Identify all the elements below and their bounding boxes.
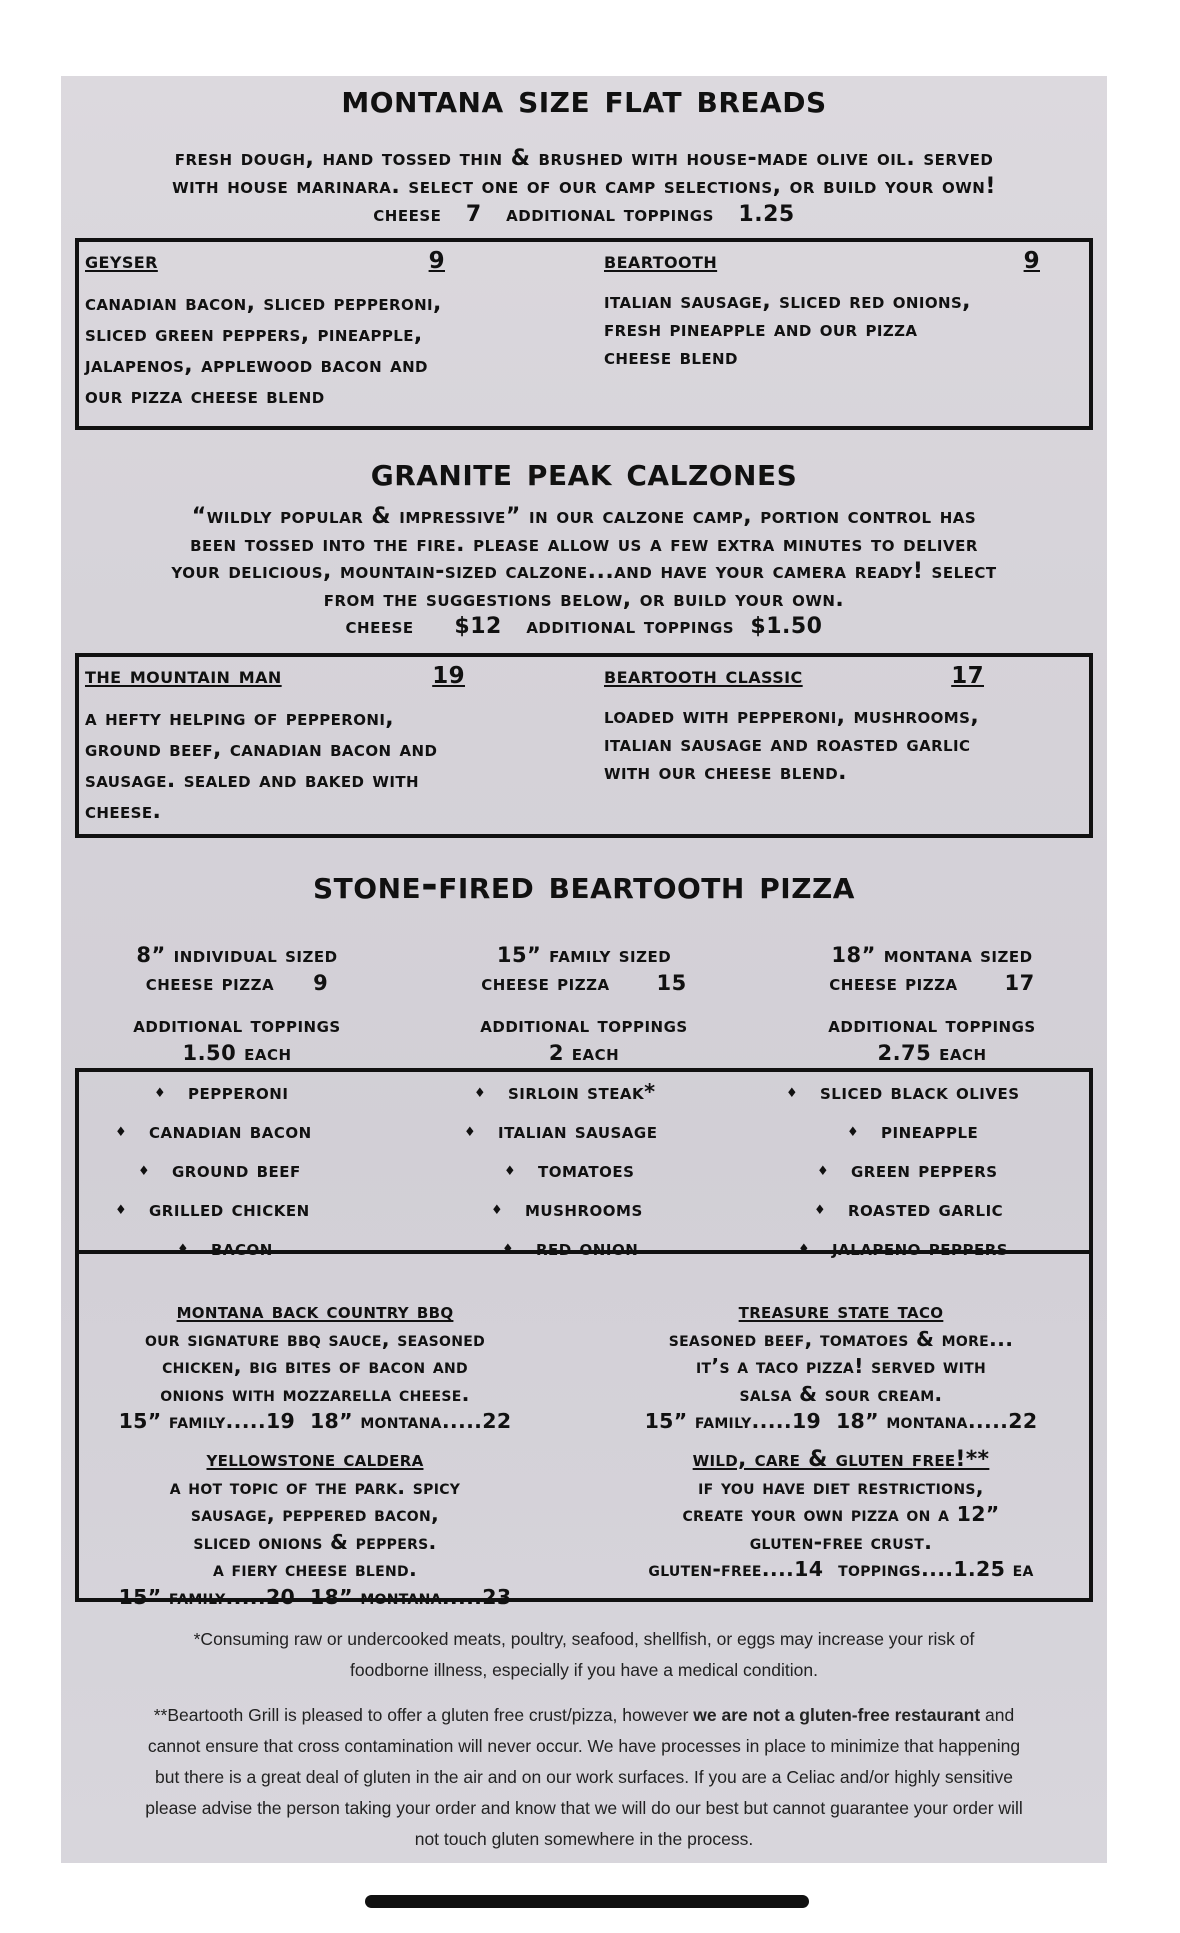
- disclaimer-line: not touch gluten somewhere in the process.: [414, 1829, 754, 1849]
- gluten-disclaimer: [81, 1700, 1087, 1855]
- topping-item: ♦ sirloin steak*: [474, 1080, 656, 1104]
- size-label: 15” family sized: [496, 943, 672, 967]
- special-price: 15” family.....19 18” montana.....22: [644, 1409, 1038, 1433]
- item-name: beartooth classic: [604, 663, 803, 689]
- topping-item: ♦ mushrooms: [491, 1197, 643, 1221]
- calzones-pricing: cheese $12 additional toppings $1.50: [345, 614, 823, 639]
- disclaimer-line: *Consuming raw or undercooked meats, poultry, seafood, shellfish, or eggs may increase your risk of: [193, 1629, 975, 1649]
- desc-line: a hefty helping of pepperoni,: [85, 706, 395, 731]
- topping-item: ♦ pineapple: [847, 1119, 978, 1143]
- disclaimer-line: please advise the person taking your order and know that we will do our best but cannot guarantee your order will: [145, 1798, 1023, 1818]
- desc-line: seasoned beef, tomatoes & more...: [668, 1326, 1014, 1351]
- item-name: beartooth: [604, 248, 718, 274]
- pizza-size-montana: [767, 941, 1097, 1067]
- special-price: gluten-free....14 toppings....1.25 ea: [648, 1557, 1034, 1581]
- item-description: [604, 703, 984, 787]
- toppings-price: 2 each: [548, 1041, 620, 1065]
- item-price: 9: [428, 248, 445, 274]
- item-price: 17: [951, 663, 984, 689]
- specialty-bbq: [75, 1298, 555, 1436]
- toppings-label: additional toppings: [133, 1013, 341, 1037]
- size-price: cheese pizza 9: [145, 971, 329, 995]
- topping-item: ♦ pepperoni: [154, 1080, 288, 1104]
- disclaimer-line: but there is a great deal of gluten in the air and on our work surfaces. If you are a Celiac and/or highly sensitive: [155, 1767, 1013, 1787]
- special-name: yellowstone caldera: [206, 1447, 424, 1472]
- home-indicator[interactable]: [365, 1895, 809, 1908]
- desc-line: if you have diet restrictions,: [698, 1474, 984, 1499]
- topping-item: ♦ green peppers: [817, 1158, 998, 1182]
- toppings-label: additional toppings: [828, 1013, 1036, 1037]
- pizza-title: stone-fired beartooth pizza: [313, 862, 855, 908]
- specialty-gluten-free: [601, 1446, 1081, 1584]
- menu-page: [61, 76, 1107, 1863]
- flatbreads-intro: [71, 145, 1097, 229]
- item-price: 9: [1023, 248, 1040, 274]
- flatbreads-intro-line: fresh dough, hand tossed thin & brushed with house-made olive oil. served: [174, 146, 994, 171]
- item-description: [604, 288, 1040, 372]
- item-description: [85, 703, 465, 827]
- desc-line: jalapenos, applewood bacon and: [85, 353, 428, 378]
- disclaimer-line: [81, 1700, 1087, 1731]
- desc-line: cheese.: [85, 799, 162, 824]
- special-price: 15” family.....20 18” montana.....23: [118, 1584, 512, 1609]
- item-price: 19: [432, 663, 465, 689]
- size-label: 18” montana sized: [831, 943, 1033, 967]
- size-price: cheese pizza 17: [829, 971, 1035, 995]
- topping-item: ♦ italian sausage: [464, 1119, 657, 1143]
- calzones-title: granite peak calzones: [370, 449, 798, 495]
- flatbreads-title: montana size flat breads: [341, 76, 827, 122]
- desc-line: sausage. sealed and baked with: [85, 768, 419, 793]
- specialty-caldera: [75, 1446, 555, 1611]
- desc-line: a fiery cheese blend.: [212, 1557, 418, 1581]
- flatbreads-pricing: cheese 7 additional toppings 1.25: [373, 202, 795, 227]
- calzone-item-beartooth-classic: [604, 663, 984, 787]
- desc-line: salsa & sour cream.: [739, 1381, 943, 1406]
- size-price: cheese pizza 15: [481, 971, 687, 995]
- flatbread-item-beartooth: [604, 248, 1040, 372]
- calzone-item-mountain-man: [85, 663, 465, 827]
- desc-line: fresh pineapple and our pizza: [604, 317, 918, 342]
- topping-item: ♦ jalapeno peppers: [798, 1236, 1008, 1260]
- desc-line: create your own pizza on a 12”: [682, 1502, 1000, 1526]
- topping-item: ♦ roasted garlic: [814, 1197, 1003, 1221]
- desc-line: our signature bbq sauce, seasoned: [144, 1326, 486, 1351]
- size-label: 8” individual sized: [136, 943, 338, 967]
- topping-item: ♦ tomatoes: [504, 1158, 634, 1182]
- calzones-intro-line: “wildly popular & impressive” in our calzone camp, portion control has: [191, 504, 977, 529]
- flatbreads-intro-line: with house marinara. select one of our camp selections, or build your own!: [172, 174, 996, 199]
- desc-line: chicken, big bites of bacon and: [162, 1354, 468, 1378]
- topping-item: ♦ grilled chicken: [115, 1197, 310, 1221]
- topping-item: ♦ ground beef: [138, 1158, 301, 1182]
- desc-line: sliced green peppers, pineapple,: [85, 322, 423, 347]
- desc-line: with our cheese blend.: [604, 760, 847, 785]
- item-description: [85, 288, 445, 412]
- special-name: wild, care & gluten free!**: [692, 1447, 990, 1472]
- gf-text: and: [980, 1705, 1015, 1725]
- desc-line: loaded with pepperoni, mushrooms,: [604, 704, 980, 729]
- desc-line: gluten-free crust.: [749, 1529, 933, 1554]
- desc-line: ground beef, canadian bacon and: [85, 737, 438, 762]
- topping-item: ♦ bacon: [177, 1236, 273, 1260]
- special-name: treasure state taco: [738, 1299, 944, 1324]
- topping-item: ♦ sliced black olives: [786, 1080, 1020, 1104]
- calzones-intro-line: from the suggestions below, or build your own.: [323, 586, 845, 612]
- specialty-taco: [601, 1298, 1081, 1436]
- topping-item: ♦ canadian bacon: [115, 1119, 312, 1143]
- gf-emphasis: we are not a gluten-free restaurant: [693, 1705, 981, 1725]
- desc-line: italian sausage, sliced red onions,: [604, 289, 971, 314]
- desc-line: a hot topic of the park. spicy: [169, 1474, 461, 1499]
- gf-text: **Beartooth Grill is pleased to offer a gluten free crust/pizza, however: [153, 1705, 694, 1725]
- flatbread-item-geyser: [85, 248, 445, 412]
- calzones-intro-line: your delicious, mountain-sized calzone...and have your camera ready! select: [171, 559, 997, 584]
- desc-line: italian sausage and roasted garlic: [604, 732, 971, 757]
- topping-item: ♦ red onion: [502, 1236, 638, 1260]
- special-price: 15” family.....19 18” montana.....22: [118, 1409, 512, 1433]
- desc-line: our pizza cheese blend: [85, 384, 325, 409]
- special-name: montana back country bbq: [176, 1299, 454, 1324]
- desc-line: onions with mozzarella cheese.: [160, 1381, 470, 1406]
- desc-line: canadian bacon, sliced pepperoni,: [85, 291, 442, 316]
- pizza-size-family: [419, 941, 749, 1067]
- desc-line: sliced onions & peppers.: [193, 1529, 437, 1554]
- raw-food-disclaimer: [81, 1624, 1087, 1686]
- calzones-intro-line: been tossed into the fire. please allow us a few extra minutes to deliver: [190, 531, 978, 557]
- desc-line: it’s a taco pizza! served with: [696, 1354, 986, 1378]
- disclaimer-line: foodborne illness, especially if you have a medical condition.: [350, 1660, 818, 1680]
- disclaimer-line: cannot ensure that cross contamination will never occur. We have processes in place to minimize that happening: [147, 1736, 1021, 1756]
- item-name: the mountain man: [85, 663, 282, 689]
- desc-line: sausage, peppered bacon,: [190, 1502, 440, 1526]
- item-name: geyser: [85, 248, 158, 274]
- toppings-label: additional toppings: [480, 1013, 688, 1037]
- pizza-size-individual: [72, 941, 402, 1067]
- toppings-price: 2.75 each: [877, 1041, 987, 1065]
- toppings-price: 1.50 each: [182, 1041, 292, 1065]
- calzones-intro: [71, 503, 1097, 641]
- desc-line: cheese blend: [604, 345, 738, 370]
